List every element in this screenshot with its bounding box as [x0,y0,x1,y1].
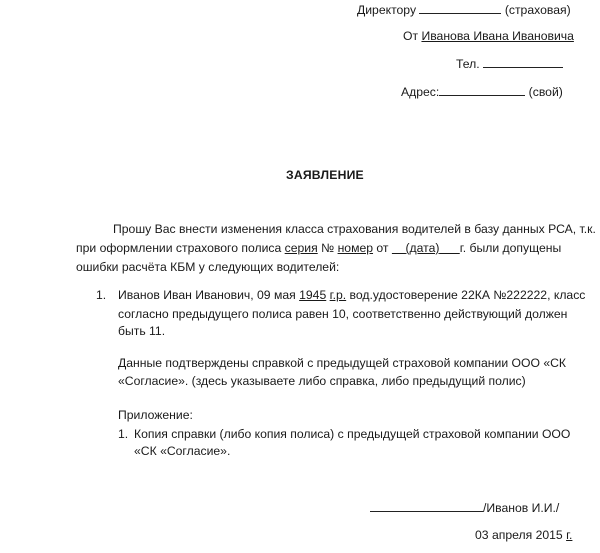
intro-from: от [376,241,389,255]
to-line [357,2,571,17]
phone-label: Тел. [456,57,480,71]
confirm-line-2: «Согласие». (здесь указываете либо справка, либо предыдущий полис) [118,374,526,388]
item-1-license: вод.удостоверение 22КА №222222, класс [349,288,586,302]
intro-line-2 [76,241,561,255]
attachment-label: Приложение: [118,408,193,422]
phone-line [456,56,563,71]
to-blank[interactable] [419,2,501,14]
attachment-line-1: Копия справки (либо копия полиса) с предыдущей страховой компании ООО [134,427,571,441]
page-title: ЗАЯВЛЕНИЕ [286,168,364,182]
intro-policy-text: при оформлении страхового полиса [76,241,282,255]
item-1-line-2: согласно предыдущего полиса равен 10, соответственно действующий должен [118,307,568,321]
signature-date-g: г. [566,528,573,542]
intro-series: серия [284,241,318,255]
intro-line-1: Прошу Вас внести изменения класса страхования водителей в базу данных РСА, т.к. [113,222,596,236]
intro-g: г. [459,241,467,255]
to-label: Директору [357,3,417,17]
signature-name: /Иванов И.И./ [483,501,560,515]
intro-number: номер [337,241,374,255]
address-label: Адрес: [401,85,440,99]
intro-tail: были допущены [469,241,562,255]
intro-num-sign: № [321,241,335,255]
from-name: Иванова Ивана Ивановича [421,29,574,43]
phone-blank[interactable] [483,56,563,68]
item-1-number: 1. [96,288,107,302]
item-1-year: 1945 [299,288,327,302]
address-line [401,84,563,99]
intro-date: (дата) [405,241,440,255]
address-blank[interactable] [439,84,525,96]
from-label: От [403,29,419,43]
from-line [403,29,574,43]
item-1-driver: Иванов Иван Иванович, 09 мая [118,288,296,302]
signature-line [370,500,559,515]
signature-blank[interactable] [370,500,483,512]
attachment-line-2: «СК «Согласие». [134,444,231,458]
to-note: (страховая) [504,3,571,17]
item-1-gr: г.р. [329,288,347,302]
item-1-line-1 [118,288,585,302]
signature-date-text: 03 апреля 2015 [475,528,563,542]
attachment-number: 1. [118,427,129,441]
intro-date-field [392,241,460,255]
confirm-line-1: Данные подтверждены справкой с предыдущей страховой компании ООО «СК [118,356,567,370]
signature-date [475,528,572,542]
intro-line-3: ошибки расчёта КБМ у следующих водителей: [76,260,340,274]
address-note: (свой) [528,85,563,99]
item-1-line-3: быть 11. [118,324,166,338]
